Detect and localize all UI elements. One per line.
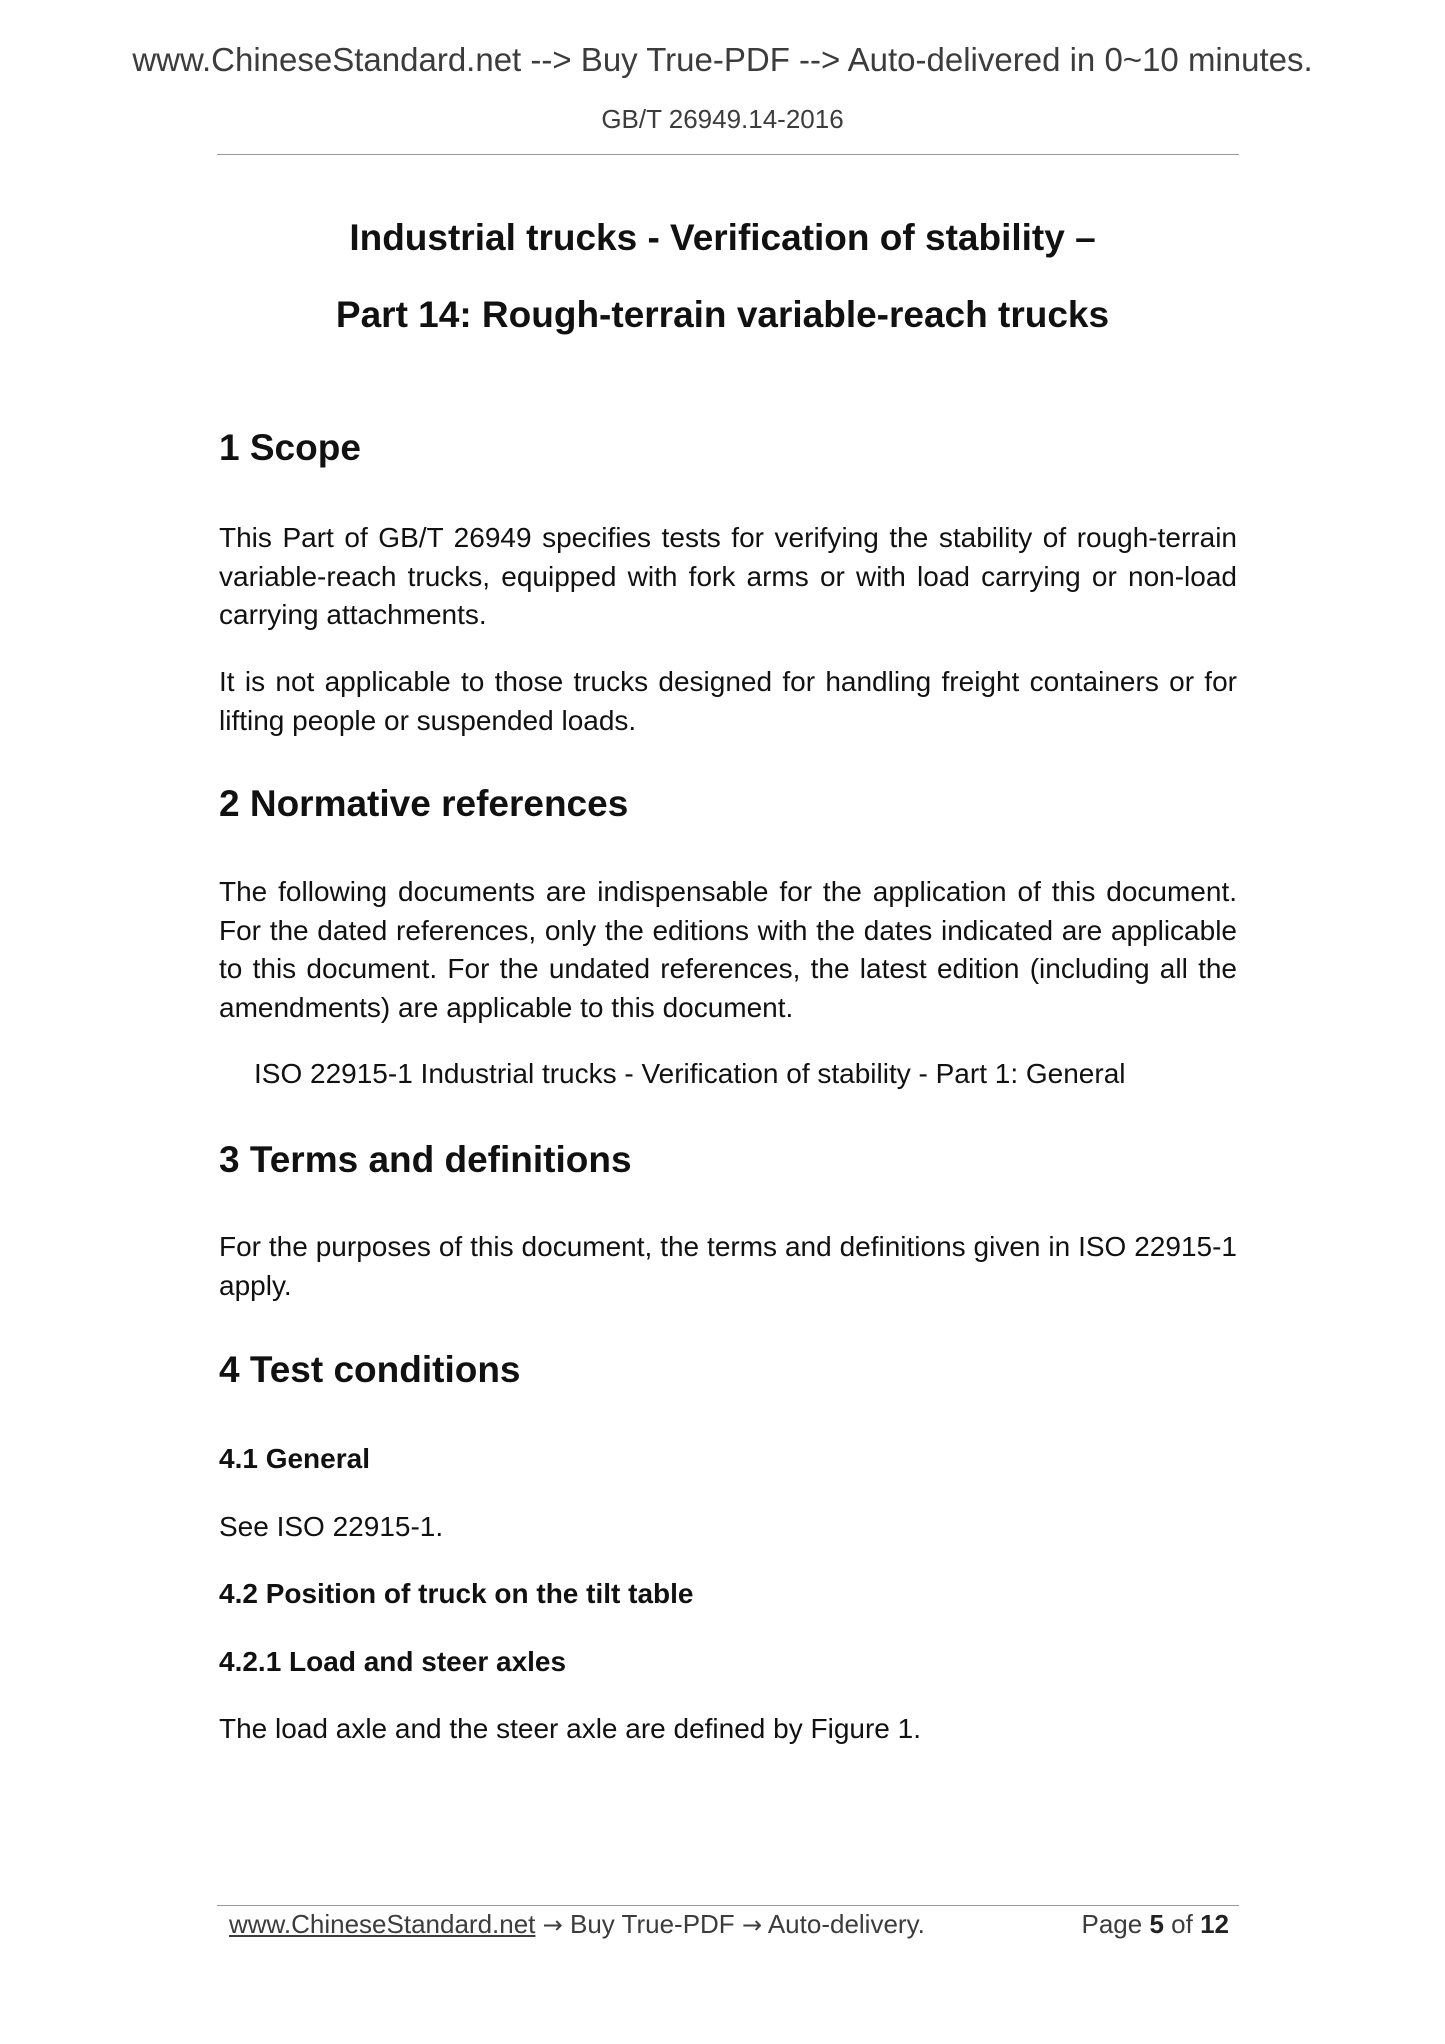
page-number: 5	[1149, 1909, 1164, 1939]
section-heading-test-conditions: 4 Test conditions	[219, 1349, 521, 1390]
standard-code: GB/T 26949.14-2016	[601, 104, 844, 134]
top-banner: www.ChineseStandard.net --> Buy True-PDF --> Auto-delivered in 0~10 minutes.	[132, 41, 1313, 78]
page-label: Page	[1081, 1909, 1143, 1939]
footer-buy-text: Buy True-PDF	[569, 1909, 735, 1939]
arrow-right-icon: →	[741, 1911, 763, 1939]
document-title-line1: Industrial trucks - Verification of stability –	[349, 217, 1096, 258]
general-paragraph: See ISO 22915-1.	[219, 1511, 444, 1542]
page-footer	[229, 1904, 1229, 1944]
total-pages: 12	[1200, 1909, 1229, 1939]
subsection-heading-general: 4.1 General	[219, 1443, 370, 1474]
subsection-heading-position: 4.2 Position of truck on the tilt table	[219, 1578, 694, 1609]
scope-paragraph-2: It is not applicable to those trucks designed for handling freight containers or for lifting people or suspended loads.	[219, 666, 1237, 736]
subsection-heading-axles: 4.2.1 Load and steer axles	[219, 1646, 567, 1677]
normative-reference-item: ISO 22915-1 Industrial trucks - Verification of stability - Part 1: General	[254, 1058, 1126, 1089]
footer-delivery-text: Auto-delivery.	[767, 1909, 925, 1939]
page-indicator	[1081, 1904, 1229, 1944]
section-heading-scope: 1 Scope	[219, 427, 361, 468]
terms-paragraph: For the purposes of this document, the terms and definitions given in ISO 22915-1 apply.	[219, 1231, 1237, 1301]
footer-promo	[229, 1904, 925, 1945]
of-label: of	[1171, 1909, 1193, 1939]
section-heading-terms: 3 Terms and definitions	[219, 1139, 632, 1180]
scope-paragraph-1: This Part of GB/T 26949 specifies tests for verifying the stability of rough-terrain variable-reach trucks, equipped with fork arms or with load carrying or non-load carrying attachments.	[219, 522, 1237, 630]
arrow-right-icon: →	[542, 1911, 563, 1939]
section-heading-normative-references: 2 Normative references	[219, 783, 629, 824]
axles-paragraph: The load axle and the steer axle are defined by Figure 1.	[219, 1713, 921, 1744]
header-divider	[217, 154, 1239, 155]
normative-paragraph: The following documents are indispensable for the application of this document. For the dated references, only the editions with the dates indicated are applicable to this document. For the undated references, the latest edition (including all the amendments) are applicable to this document.	[219, 876, 1237, 1023]
footer-site-link[interactable]: www.ChineseStandard.net	[229, 1909, 536, 1939]
document-title-line2: Part 14: Rough-terrain variable-reach trucks	[335, 294, 1110, 335]
